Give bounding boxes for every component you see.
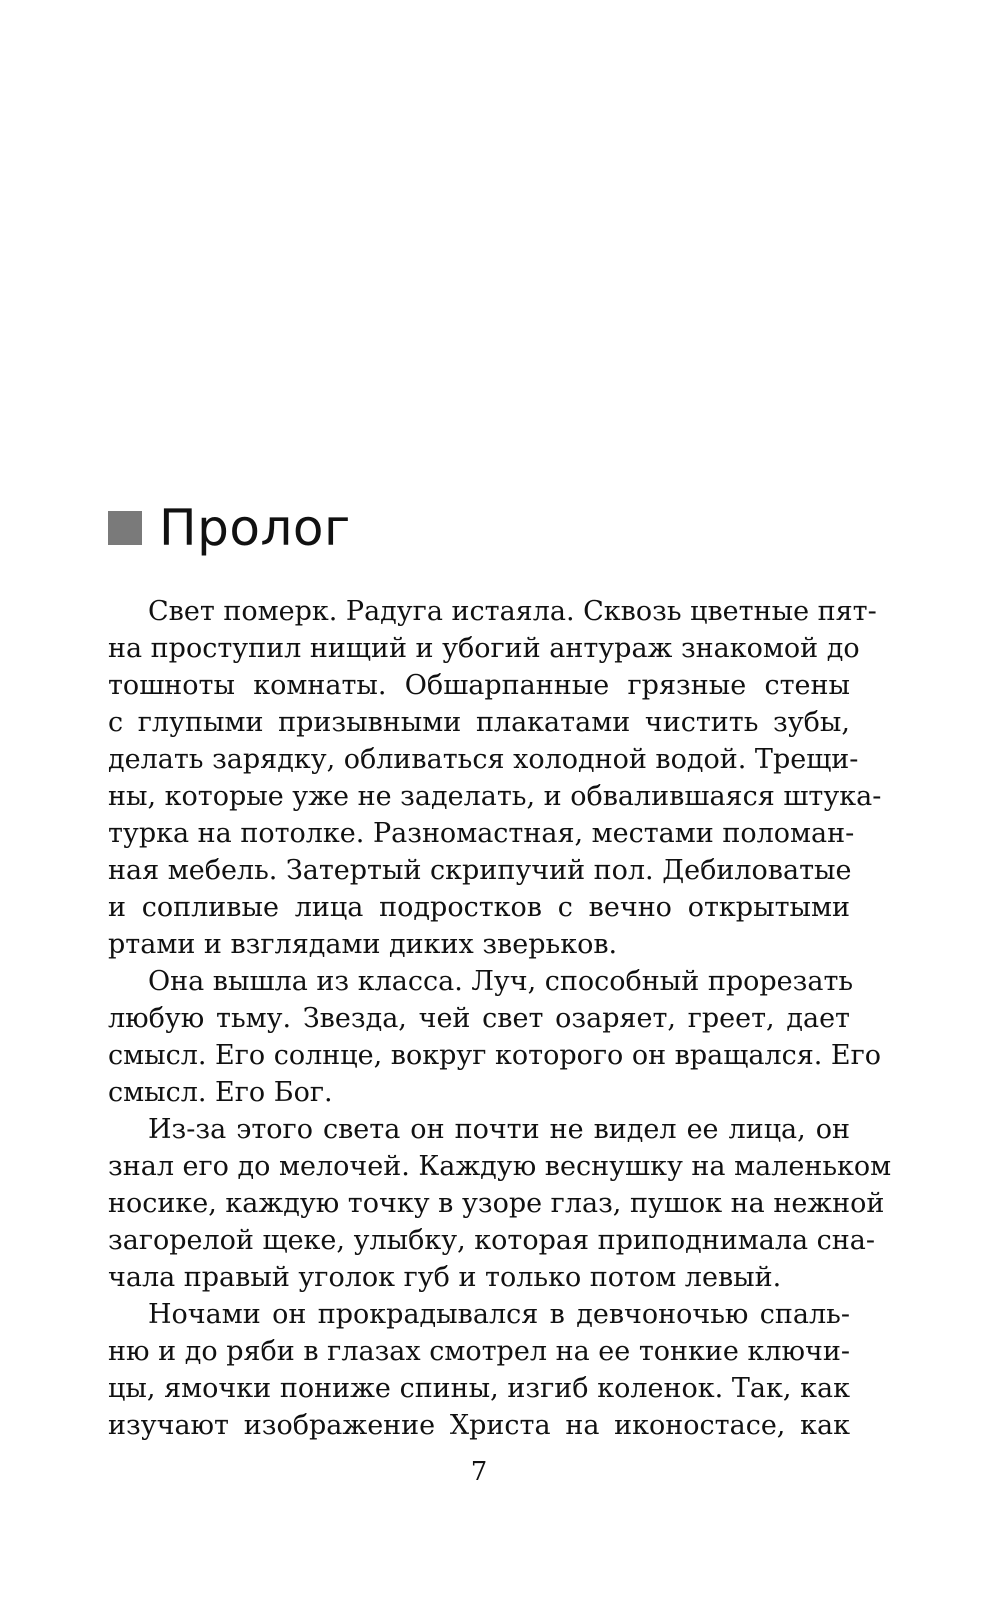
text-line: любую тьму. Звезда, чей свет озаряет, греет, дает (108, 1003, 850, 1034)
text-line: Она вышла из класса. Луч, способный прорезать (148, 966, 854, 997)
body-text (108, 593, 892, 1444)
text-line: на проступил нищий и убогий антураж знакомой до (108, 633, 860, 664)
text-line: цы, ямочки пониже спины, изгиб коленок. Так, как (108, 1373, 850, 1404)
text-line: чала правый уголок губ и только потом левый. (108, 1262, 782, 1293)
text-line: с глупыми призывными плакатами чистить зубы, (108, 707, 850, 738)
text-line: тошноты комнаты. Обшарпанные грязные стены (108, 670, 850, 701)
page-number: 7 (470, 1457, 488, 1487)
text-line: Свет померк. Радуга истаяла. Сквозь цветные пят- (148, 596, 877, 627)
chapter-heading (108, 498, 351, 558)
text-line: изучают изображение Христа на иконостасе, как (108, 1410, 850, 1441)
text-line: ная мебель. Затертый скрипучий пол. Дебиловатые (108, 855, 852, 886)
text-line: знал его до мелочей. Каждую веснушку на маленьком (108, 1151, 892, 1182)
text-line: носике, каждую точку в узоре глаз, пушок на нежной (108, 1188, 885, 1219)
paragraph-3 (108, 1111, 892, 1296)
text-line: смысл. Его Бог. (108, 1077, 333, 1108)
text-line: делать зарядку, обливаться холодной водой. Трещи- (108, 744, 859, 775)
paragraph-2 (108, 963, 882, 1111)
text-line: и сопливые лица подростков с вечно открытыми (108, 892, 850, 923)
paragraph-4 (108, 1296, 850, 1444)
text-line: Ночами он прокрадывался в девчоночью спаль- (148, 1299, 850, 1330)
text-line: ртами и взглядами диких зверьков. (108, 929, 618, 960)
text-line: ню и до ряби в глазах смотрел на ее тонкие ключи- (108, 1336, 850, 1367)
text-line: загорелой щеке, улыбку, которая приподнимала сна- (108, 1225, 876, 1256)
text-line: турка на потолке. Разномастная, местами поломан- (108, 818, 855, 849)
text-line: ны, которые уже не заделать, и обвалившаяся штука- (108, 781, 882, 812)
chapter-title: Пролог (159, 499, 351, 557)
heading-square-marker (108, 511, 142, 545)
text-line: смысл. Его солнце, вокруг которого он вращался. Его (108, 1040, 882, 1071)
paragraph-1 (108, 593, 882, 963)
text-line: Из-за этого света он почти не видел ее лица, он (148, 1114, 850, 1145)
